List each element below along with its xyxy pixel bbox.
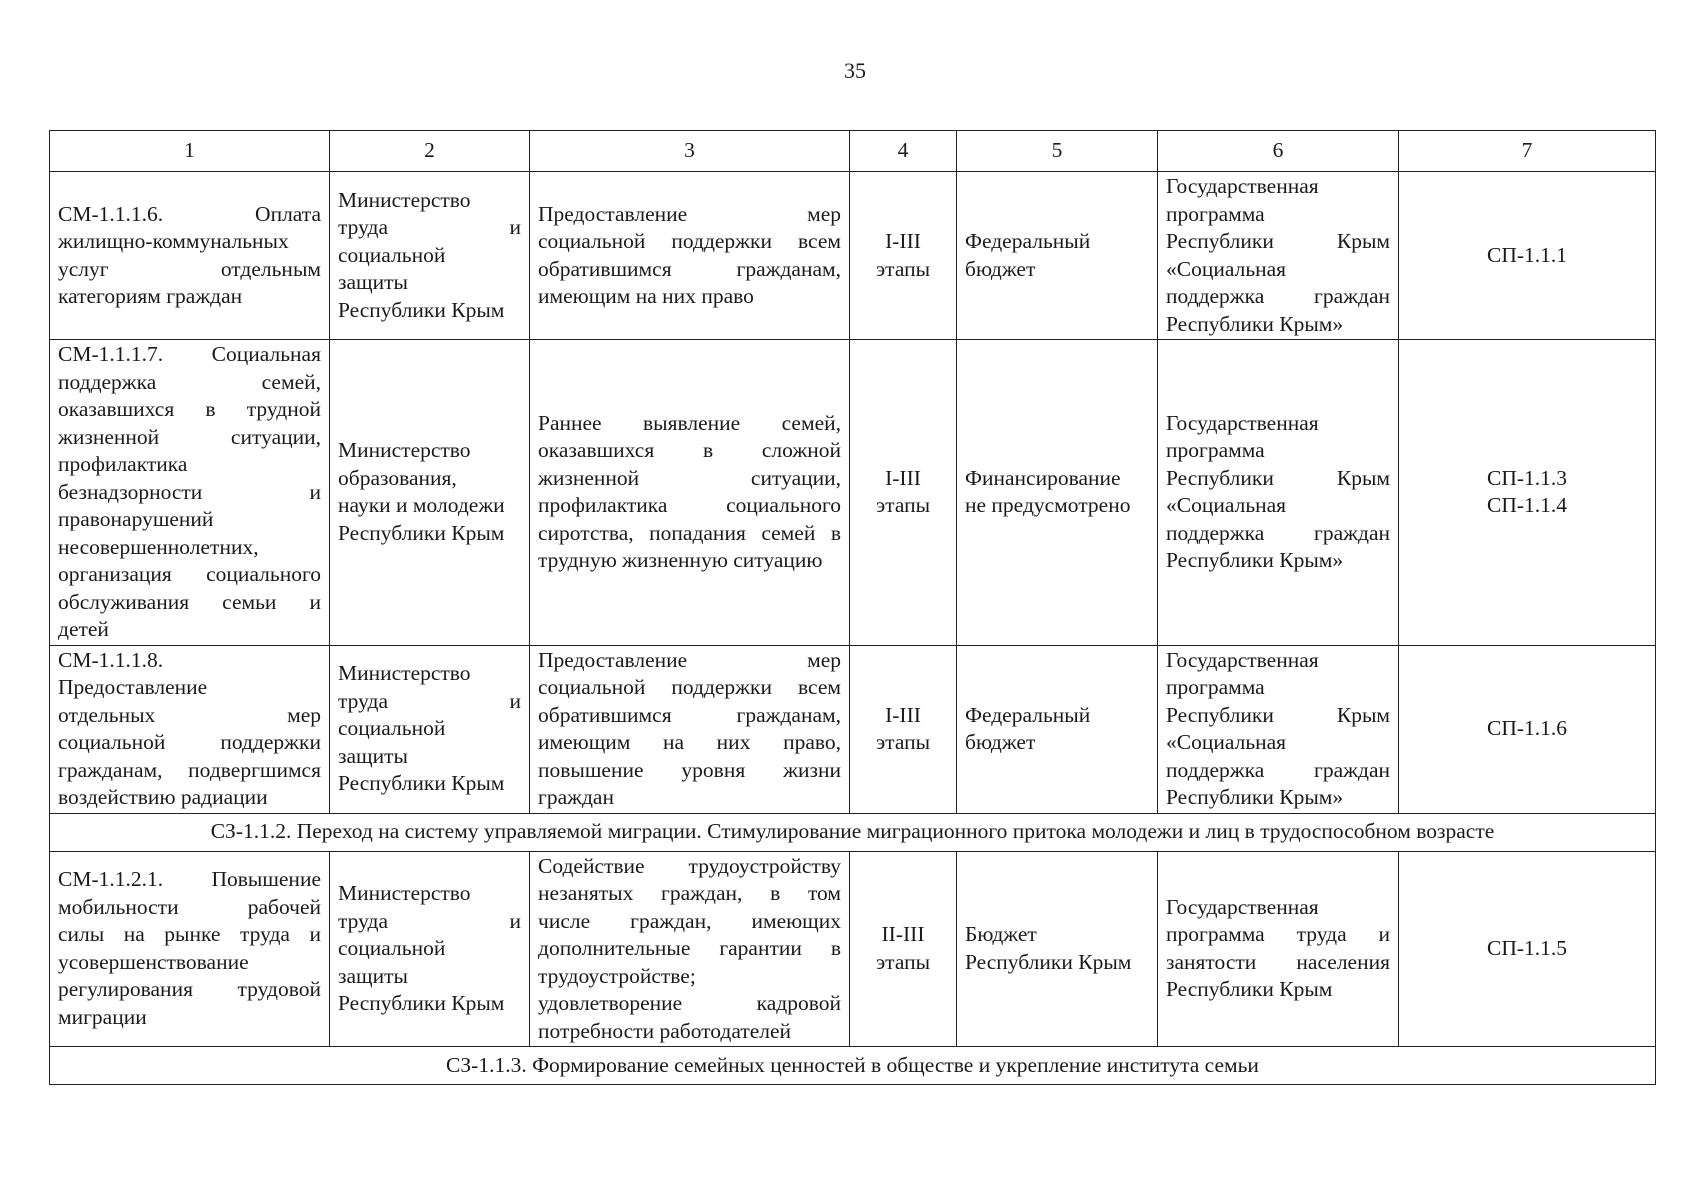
cell-text-line: Федеральный — [965, 229, 1091, 253]
section-title: СЗ-1.1.3. Формирование семейных ценностей в обществе и укрепление института семьи — [50, 1047, 1656, 1085]
executor-cell — [330, 340, 530, 646]
cell-text-line: Республики Крым» — [1166, 548, 1344, 573]
cell-text-line: Республики Крым — [338, 297, 505, 322]
cell-text-line: социальной — [338, 242, 446, 267]
cell-text-line: программа — [1166, 675, 1265, 699]
cell-text-line: Бюджет — [965, 922, 1037, 947]
expected-result-cell — [530, 172, 850, 340]
cell-text-line: оказавшихся в трудной — [58, 397, 321, 421]
section-row — [50, 813, 1656, 851]
cell-text-line: жизненной ситуации, — [58, 424, 321, 449]
cell-text-line: СП-1.1.1 — [1486, 242, 1568, 267]
cell-text-line: силы на рынке труда и — [58, 922, 321, 947]
cell-text-line: СМ-1.1.1.6. Оплата — [58, 201, 321, 226]
cell-text-line: Предоставление мер — [538, 201, 841, 226]
cell-text-line: бюджет — [965, 730, 1036, 754]
cell-text-line: Финансирование — [965, 465, 1121, 490]
program-cell — [1158, 645, 1399, 813]
cell-text-line: Республики Крым — [338, 991, 505, 1015]
cell-text-line: образования, — [338, 465, 457, 490]
header-cell: 5 — [957, 131, 1158, 172]
cell-text-line: труда и — [338, 908, 521, 933]
program-cell — [1158, 851, 1399, 1047]
measure-name-cell — [50, 851, 330, 1047]
cell-text-line: Государственная — [1166, 174, 1319, 198]
expected-result-cell — [530, 340, 850, 646]
cell-text-line: Содействие трудоустройству — [538, 853, 841, 878]
cell-text-line: профилактика социального — [538, 493, 841, 518]
cell-text-line: поддержка семей, — [58, 369, 321, 394]
cell-text-line: этапы — [875, 493, 931, 518]
cell-text-line: сиротства, попадания семей в — [538, 520, 841, 545]
cell-text-line: СП-1.1.4 — [1486, 493, 1568, 518]
cell-text-line: не предусмотрено — [965, 493, 1131, 518]
section-title: СЗ-1.1.2. Переход на систему управляемой миграции. Стимулирование миграционного притока молодежи и лиц в трудоспособном возрасте — [50, 813, 1656, 851]
cell-text-line: поддержка граждан — [1166, 757, 1390, 782]
program-cell — [1158, 172, 1399, 340]
cell-text-line: Республики Крым — [1166, 977, 1333, 1002]
cell-text-line: правонарушений — [58, 507, 214, 531]
cell-text-line: Раннее выявление семей, — [538, 410, 841, 435]
cell-text-line: СП-1.1.3 — [1486, 465, 1568, 490]
funding-source-cell — [957, 172, 1158, 340]
cell-text-line: СМ-1.1.1.8. — [58, 647, 164, 672]
cell-text-line: услуг отдельным — [58, 256, 321, 281]
cell-text-line: воздействию радиации — [58, 785, 268, 809]
program-code-cell — [1399, 851, 1656, 1047]
cell-text-line: жилищно-коммунальных — [58, 229, 289, 253]
cell-text-line: защиты — [338, 963, 408, 988]
cell-text-line: социальной — [338, 936, 446, 960]
cell-text-line: обратившимся гражданам, — [538, 702, 841, 727]
table-row — [50, 645, 1656, 813]
cell-text-line: Республики Крым — [338, 771, 505, 796]
cell-text-line: Предоставление мер — [538, 647, 841, 672]
cell-text-line: науки и молодежи — [338, 493, 505, 518]
header-cell: 6 — [1158, 131, 1399, 172]
cell-text-line: Министерство — [338, 661, 471, 686]
cell-text-line: граждан — [538, 785, 614, 809]
header-cell: 7 — [1399, 131, 1656, 172]
funding-source-cell — [957, 645, 1158, 813]
funding-source-cell — [957, 851, 1158, 1047]
stage-cell — [850, 851, 957, 1047]
stage-cell — [850, 172, 957, 340]
program-cell — [1158, 340, 1399, 646]
cell-text-line: занятости населения — [1166, 949, 1390, 974]
cell-text-line: Предоставление — [58, 675, 208, 699]
header-cell: 2 — [330, 131, 530, 172]
header-cell: 1 — [50, 131, 330, 172]
cell-text-line: поддержка граждан — [1166, 520, 1390, 545]
cell-text-line: дополнительные гарантии в — [538, 936, 841, 960]
cell-text-line: организация социального — [58, 562, 321, 586]
table-header-row — [50, 131, 1656, 172]
cell-text-line: Республики Крым — [1166, 465, 1390, 490]
cell-text-line: этапы — [875, 256, 931, 281]
cell-text-line: несовершеннолетних, — [58, 534, 259, 559]
cell-text-line: бюджет — [965, 256, 1036, 281]
measure-name-cell — [50, 340, 330, 646]
cell-text-line: Министерство — [338, 438, 471, 463]
cell-text-line: труда и — [338, 215, 521, 240]
cell-text-line: трудоустройстве; — [538, 963, 696, 988]
cell-text-line: незанятых граждан, в том — [538, 881, 841, 905]
table-row — [50, 851, 1656, 1047]
page-number: 35 — [844, 58, 866, 83]
cell-text-line: Государственная — [1166, 894, 1319, 919]
cell-text-line: Республики Крым» — [1166, 785, 1344, 809]
executor-cell — [330, 172, 530, 340]
program-code-cell — [1399, 172, 1656, 340]
program-code-cell — [1399, 340, 1656, 646]
cell-text-line: защиты — [338, 270, 408, 295]
cell-text-line: защиты — [338, 743, 408, 768]
header-cell: 4 — [850, 131, 957, 172]
cell-text-line: числе граждан, имеющих — [538, 908, 841, 933]
cell-text-line: имеющим на них право, — [538, 730, 841, 754]
cell-text-line: миграции — [58, 1004, 147, 1029]
cell-text-line: Республики Крым» — [1166, 311, 1344, 336]
executor-cell — [330, 645, 530, 813]
measure-name-cell — [50, 172, 330, 340]
cell-text-line: повышение уровня жизни — [538, 757, 841, 782]
measure-name-cell — [50, 645, 330, 813]
cell-text-line: гражданам, подвергшимся — [58, 757, 321, 782]
cell-text-line: социальной поддержки всем — [538, 229, 841, 253]
executor-cell — [330, 851, 530, 1047]
stage-cell — [850, 645, 957, 813]
cell-text-line: мобильности рабочей — [58, 894, 321, 919]
cell-text-line: Республики Крым — [965, 949, 1132, 974]
cell-text-line: этапы — [875, 949, 931, 974]
cell-text-line: «Социальная — [1166, 730, 1287, 754]
cell-text-line: I-III — [885, 702, 921, 727]
cell-text-line: безнадзорности и — [58, 479, 321, 504]
cell-text-line: труда и — [338, 688, 521, 713]
program-code-cell — [1399, 645, 1656, 813]
cell-text-line: СП-1.1.5 — [1486, 936, 1568, 960]
cell-text-line: Республики Крым — [1166, 702, 1390, 727]
cell-text-line: регулирования трудовой — [58, 977, 321, 1002]
cell-text-line: категориям граждан — [58, 284, 243, 308]
cell-text-line: Республики Крым — [338, 520, 505, 545]
cell-text-line: программа — [1166, 201, 1265, 226]
cell-text-line: обратившимся гражданам, — [538, 256, 841, 281]
cell-text-line: СМ-1.1.1.7. Социальная — [58, 342, 321, 366]
cell-text-line: жизненной ситуации, — [538, 465, 841, 490]
table-row — [50, 340, 1656, 646]
cell-text-line: Республики Крым — [1166, 229, 1390, 253]
cell-text-line: социальной поддержки всем — [538, 675, 841, 699]
cell-text-line: Министерство — [338, 187, 471, 212]
cell-text-line: «Социальная — [1166, 493, 1287, 518]
expected-result-cell — [530, 645, 850, 813]
cell-text-line: удовлетворение кадровой — [538, 991, 841, 1015]
funding-source-cell — [957, 340, 1158, 646]
cell-text-line: этапы — [875, 730, 931, 754]
cell-text-line: Государственная — [1166, 647, 1319, 672]
cell-text-line: Министерство — [338, 881, 471, 905]
cell-text-line: детей — [58, 617, 109, 641]
stage-cell — [850, 340, 957, 646]
cell-text-line: Государственная — [1166, 410, 1319, 435]
cell-text-line: социальной поддержки — [58, 730, 321, 754]
cell-text-line: СМ-1.1.2.1. Повышение — [58, 867, 321, 892]
cell-text-line: оказавшихся в сложной — [538, 438, 841, 463]
measures-table — [49, 130, 1656, 1085]
cell-text-line: I-III — [885, 229, 921, 253]
cell-text-line: программа труда и — [1166, 922, 1390, 947]
cell-text-line: отдельных мер — [58, 702, 321, 727]
table-row — [50, 172, 1656, 340]
cell-text-line: «Социальная — [1166, 256, 1287, 281]
cell-text-line: профилактика — [58, 452, 188, 476]
cell-text-line: социальной — [338, 716, 446, 741]
cell-text-line: Федеральный — [965, 702, 1091, 727]
cell-text-line: усовершенствование — [58, 949, 249, 974]
cell-text-line: потребности работодателей — [538, 1018, 792, 1043]
cell-text-line: программа — [1166, 438, 1265, 463]
header-cell: 3 — [530, 131, 850, 172]
cell-text-line: обслуживания семьи и — [58, 589, 321, 614]
cell-text-line: трудную жизненную ситуацию — [538, 548, 823, 573]
cell-text-line: I-III — [885, 465, 921, 490]
expected-result-cell — [530, 851, 850, 1047]
cell-text-line: поддержка граждан — [1166, 284, 1390, 308]
section-row — [50, 1047, 1656, 1085]
cell-text-line: II-III — [881, 922, 925, 947]
cell-text-line: имеющим на них право — [538, 284, 754, 308]
cell-text-line: СП-1.1.6 — [1486, 716, 1568, 741]
